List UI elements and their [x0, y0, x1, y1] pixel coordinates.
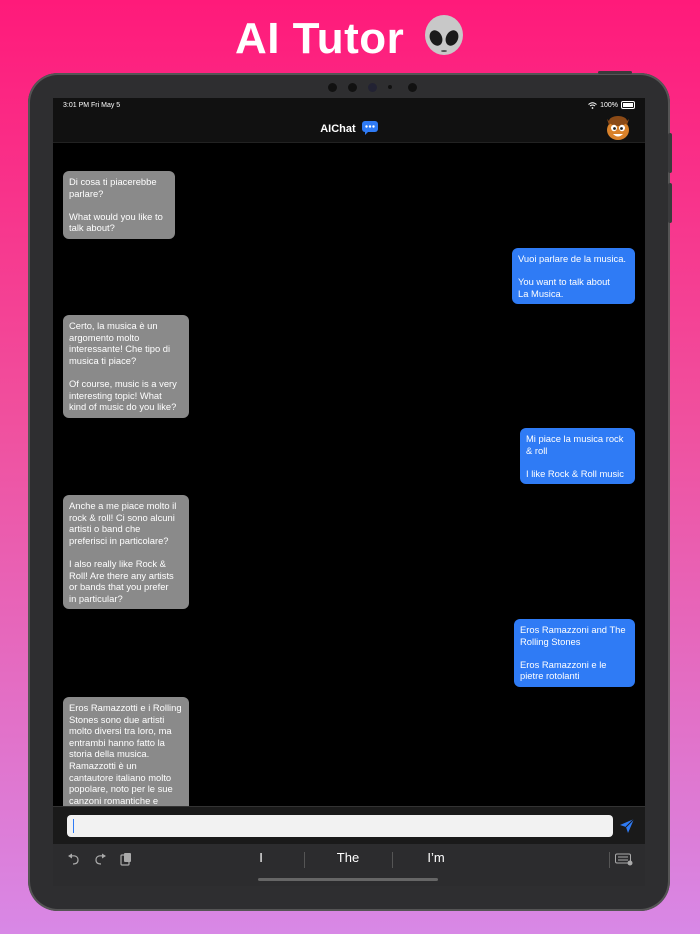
assistant-message: Di cosa ti piacerebbe parlare? What would you like to talk about?	[63, 171, 175, 239]
undo-icon[interactable]	[67, 852, 81, 866]
redo-icon[interactable]	[93, 852, 107, 866]
tablet-frame	[28, 73, 670, 911]
home-indicator	[258, 878, 438, 881]
message-list[interactable]	[53, 142, 645, 806]
banner-title: AI Tutor	[234, 14, 405, 63]
screen	[53, 98, 645, 886]
send-icon[interactable]	[619, 818, 635, 834]
user-message: Vuoi parlare de la musica. You want to talk about La Musica.	[512, 248, 635, 304]
paste-icon[interactable]	[119, 852, 133, 866]
keyboard-shortcut-bar	[53, 844, 645, 886]
suggestion-item[interactable]: I	[259, 850, 263, 865]
assistant-message: Certo, la musica è un argomento molto interessante! Che tipo di musica ti piace? Of course, music is a very interesting topic! What kind of music do you like?	[63, 315, 189, 418]
suggestion-item[interactable]: I’m	[427, 850, 445, 865]
status-time: 3:01 PM Fri May 5	[63, 102, 121, 109]
alien-emoji-icon	[423, 15, 465, 59]
input-area	[53, 806, 645, 845]
nav-title: AIChat	[320, 123, 356, 135]
status-bar	[53, 98, 645, 114]
battery-percent: 100%	[600, 101, 618, 109]
volume-button	[668, 133, 672, 173]
keyboard-dismiss-icon[interactable]	[615, 852, 633, 866]
assistant-message: Anche a me piace molto il rock & roll! Ci sono alcuni artisti o band che preferisci in particolare? I also really like Rock & Roll! Are there any artists or bands that you prefer in particular?	[63, 495, 189, 609]
wifi-icon	[588, 102, 597, 109]
suggestion-item[interactable]: The	[336, 850, 360, 865]
user-message: Mi piace la musica rock & roll I like Rock & Roll music	[520, 428, 635, 484]
battery-icon	[621, 101, 635, 109]
chat-bubble-icon	[362, 121, 378, 135]
avatar-icon[interactable]	[605, 115, 631, 141]
app-banner	[0, 14, 700, 64]
volume-button	[668, 183, 672, 223]
power-button	[598, 71, 632, 74]
assistant-message: Eros Ramazzotti e i Rolling Stones sono due artisti molto diversi tra loro, ma entrambi hanno fatto la storia della musica. Ramazzotti è un cantautore italiano molto popolare, noto per le sue canzoni romantiche e	[63, 697, 189, 806]
nav-bar	[53, 114, 645, 143]
user-message: Eros Ramazzoni and The Rolling Stones Eros Ramazzoni e le pietre rotolanti	[514, 619, 635, 687]
camera-bar	[326, 81, 426, 93]
message-input[interactable]	[67, 815, 613, 837]
text-caret	[73, 819, 74, 833]
